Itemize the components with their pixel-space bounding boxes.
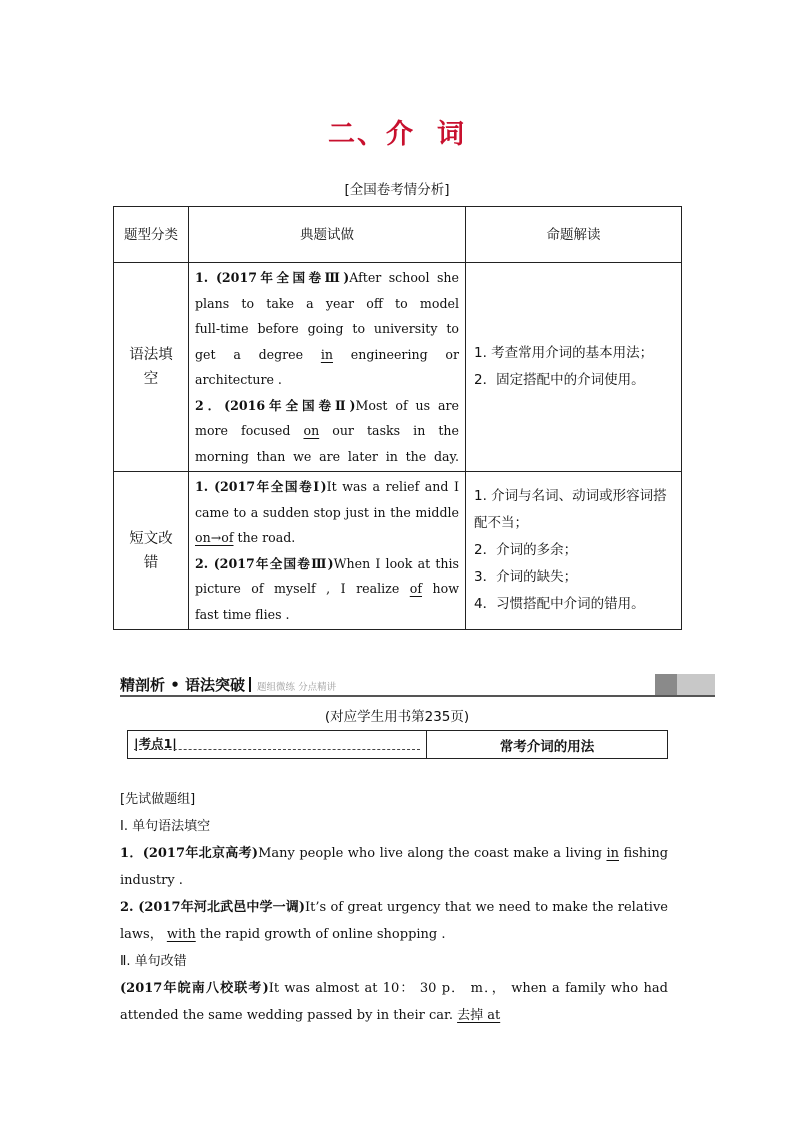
example-line: 1. (2017年全国卷Ⅰ)It was a relief and I — [195, 479, 459, 494]
section-bar-label: 精剖析 • 语法突破 题组微练 分点精讲 — [120, 676, 337, 694]
example-line: came to a sudden stop just in the middle — [195, 504, 459, 520]
example-line: full-time before going to university to — [195, 321, 459, 336]
note-line: 2．固定搭配中的介词使用。 — [474, 372, 645, 388]
group-heading: [先试做题组] — [120, 792, 196, 807]
row-type-grammar-fill: 语法填空 — [114, 263, 189, 472]
header-type: 题型分类 — [114, 207, 189, 263]
section-bar-subtitle: 题组微练 分点精讲 — [257, 682, 337, 693]
example-line: on→of the road. — [195, 530, 296, 545]
examples-cell — [189, 472, 466, 630]
section-bar-block-dark — [655, 674, 677, 695]
table-header-row — [114, 207, 682, 263]
answer: of — [409, 581, 423, 596]
example-line: plans to take a year off to model — [195, 295, 459, 311]
example-line: 2. (2017年全国卷Ⅲ)When I look at this — [195, 555, 459, 571]
part1-heading: Ⅰ. 单句语法填空 — [120, 819, 211, 834]
table-row — [114, 472, 682, 630]
example-line: 2．(2016年全国卷Ⅱ)Most of us are — [195, 397, 459, 413]
part2-heading: Ⅱ. 单句改错 — [120, 954, 187, 969]
answer: on→of — [195, 530, 234, 545]
question-line: 1．(2017年北京高考)Many people who live along the coast make a living in fishing — [120, 846, 669, 861]
kaodian-tag: |考点1| — [134, 736, 177, 751]
section-bar — [120, 674, 715, 696]
answer: 去掉 at — [457, 1008, 501, 1023]
example-line: morning than we are later in the day. — [195, 448, 459, 464]
page-title — [0, 112, 794, 151]
title-part2: 词 — [437, 119, 466, 150]
examples-cell — [189, 263, 466, 472]
exercise-body — [120, 786, 668, 1029]
note-line: 3．介词的缺失； — [474, 569, 578, 585]
example-line: 1. (2017年全国卷Ⅲ)After school she — [195, 270, 459, 285]
exam-analysis-table — [113, 206, 682, 630]
question-line: industry . — [120, 873, 183, 888]
kaodian-title: 常考介词的用法 — [499, 739, 595, 755]
example-line: architecture . — [195, 372, 282, 387]
table-caption: [全国卷考情分析] — [344, 182, 450, 198]
answer: with — [166, 927, 196, 942]
example-line: more focused on our tasks in the — [195, 423, 459, 438]
section-bar-rule — [120, 695, 715, 697]
note-line: 1. 介词与名词、动词或形容词搭配不当； — [474, 488, 667, 531]
note-line: 1. 考查常用介词的基本用法； — [474, 345, 654, 361]
question-line: laws， with the rapid growth of online shopping . — [120, 927, 446, 942]
interpretation-cell — [466, 263, 682, 472]
header-examples: 典题试做 — [189, 207, 466, 263]
answer: in — [606, 846, 619, 861]
example-line: fast time flies . — [195, 606, 290, 622]
title-part1: 二、介 — [328, 119, 415, 150]
answer: in — [320, 346, 333, 362]
question-line: attended the same wedding passed by in their car. 去掉 at — [120, 1008, 501, 1023]
table-row — [114, 263, 682, 472]
example-line: picture of myself , I realize of how — [195, 581, 459, 596]
row-type-error-correction: 短文改错 — [114, 472, 189, 630]
example-line: get a degree in engineering or — [195, 346, 459, 362]
note-line: 4．习惯搭配中介词的错用。 — [474, 596, 645, 612]
header-interpretation: 命题解读 — [466, 207, 682, 263]
book-reference: (对应学生用书第235页) — [324, 709, 470, 725]
kaodian-box — [127, 730, 668, 759]
answer: on — [303, 423, 320, 438]
question-line: (2017年皖南八校联考)It was almost at 10： 30 p． m．， when a family who had — [120, 981, 668, 996]
interpretation-cell — [466, 472, 682, 630]
question-line: 2. (2017年河北武邑中学一调)It’s of great urgency that we need to make the relative — [120, 900, 668, 915]
note-line: 2．介词的多余； — [474, 542, 578, 558]
section-bar-block-light — [677, 674, 715, 695]
